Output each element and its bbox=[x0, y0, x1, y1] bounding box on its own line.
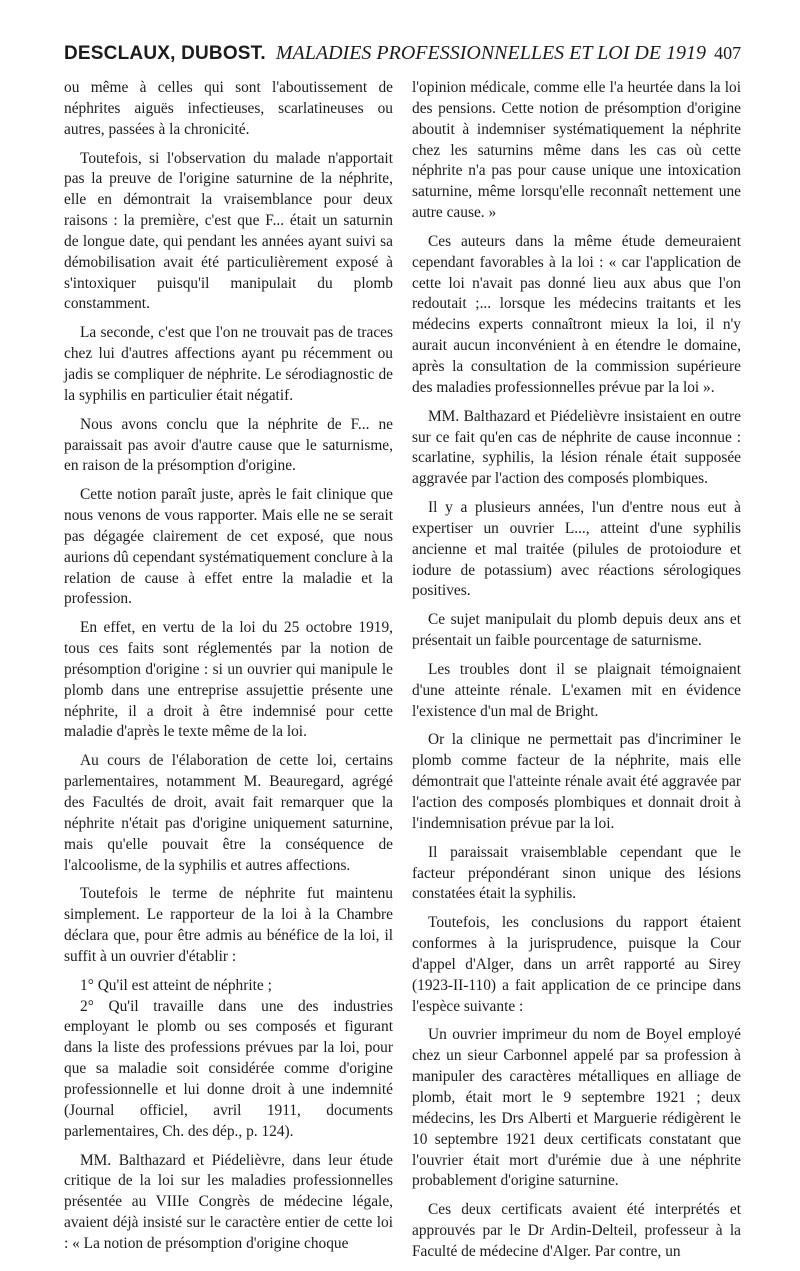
paragraph: Toutefois le terme de néphrite fut maintenu simplement. Le rapporteur de la loi à la Chambre déclara que, pour être admis au bénéfice de la loi, il suffit à un ouvrier d'établir : bbox=[64, 885, 393, 965]
paragraph: Nous avons conclu que la néphrite de F... ne paraissait pas avoir d'autre cause que le saturnisme, en raison de la présomption d'origine. bbox=[64, 415, 393, 475]
paragraph: Cette notion paraît juste, après le fait clinique que nous venons de vous rapporter. Mais elle ne se serait pas dégagée clairement de cet exposé, que nous aurions dû cependant systématiquement conclure à la relation de cause à effet entre la maladie et la profession. bbox=[64, 486, 393, 608]
page-number: 407 bbox=[714, 43, 742, 63]
paragraph: La seconde, c'est que l'on ne trouvait pas de traces chez lui d'autres affections ayant pu récemment ou jadis se compliquer de néphrite. Le sérodiagnostic de la syphilis en particulier était négatif. bbox=[64, 324, 393, 404]
paragraph: En effet, en vertu de la loi du 25 octobre 1919, tous ces faits sont réglementés par la notion de présomption d'origine : si un ouvrier qui manipule le plomb dans une entreprise assujettie présente une néphrite, il a droit à être indemnisé pour cette maladie d'après le texte même de la loi. bbox=[64, 619, 393, 741]
paragraph: MM. Balthazard et Piédelièvre, dans leur étude critique de la loi sur les maladies professionnelles présentée au VIIIe Congrès de médecine légale, avaient déjà insisté sur le caractère entier de cette loi : « La notion de présomption d'origine choque bbox=[64, 1151, 393, 1252]
paragraph: Ces auteurs dans la même étude demeuraient cependant favorables à la loi : « car l'application de cette loi n'avait pas donné lieu aux abus que l'on redoutait ;... lorsque les médecins traitants et les médecins experts connaîtront mieux la loi, il n'y aurait aucun inconvénient à en étendre le domaine, après la consultation de la commission supérieure des maladies professionnelles prévue par la loi ». bbox=[412, 232, 741, 396]
paragraph: Il y a plusieurs années, l'un d'entre nous eut à expertiser un ouvrier L..., atteint d'une syphilis ancienne et mal traitée (pilules de protoiodure et iodure de potassium) avec réactions sérologiques positives. bbox=[412, 499, 741, 600]
paragraph: Au cours de l'élaboration de cette loi, certains parlementaires, notamment M. Beauregard, agrégé des Facultés de droit, avait fait remarquer que la néphrite n'était pas d'origine uniquement saturnine, mais qu'elle pouvait être la conséquence de l'alcoolisme, de la syphilis et autres affections. bbox=[64, 752, 393, 874]
running-header bbox=[64, 42, 744, 72]
paragraph: Or la clinique ne permettait pas d'incriminer le plomb comme facteur de la néphrite, mais elle démontrait que l'atteinte rénale avait été aggravée par l'action des composés plombiques et donnait droit à l'indemnisation prévue par la loi. bbox=[412, 731, 741, 832]
left-column bbox=[64, 78, 393, 1263]
paragraph: Les troubles dont il se plaignait témoignaient d'une atteinte rénale. L'examen mit en évidence l'existence d'un mal de Bright. bbox=[412, 660, 741, 720]
header-title: MALADIES PROFESSIONNELLES ET LOI DE 1919 bbox=[275, 42, 707, 64]
right-column bbox=[412, 78, 741, 1271]
paragraph: Un ouvrier imprimeur du nom de Boyel employé chez un sieur Carbonnel appelé par sa profession à manipuler des caractères métalliques en alliage de plomb, était mort le 9 septembre 1921 ; deux médecins, les Drs Alberti et Marguerie rédigèrent le 10 septembre 1921 deux certificats constatant que l'ouvrier était mort d'urémie due à une néphrite probablement d'origine saturnine. bbox=[412, 1026, 741, 1190]
paragraph: Ce sujet manipulait du plomb depuis deux ans et présentait un faible pourcentage de saturnisme. bbox=[412, 611, 741, 650]
list-item: 1° Qu'il est atteint de néphrite ; bbox=[80, 976, 272, 994]
paragraph: Il paraissait vraisemblable cependant que le facteur prépondérant sinon unique des lésions constatées était la syphilis. bbox=[412, 843, 741, 903]
paragraph: Toutefois, les conclusions du rapport étaient conformes à la jurisprudence, puisque la Cour d'appel d'Alger, dans un arrêt rapporté au Sirey (1923-II-110) a fait application de ce principe dans l'espèce suivante : bbox=[412, 914, 741, 1015]
paragraph: Toutefois, si l'observation du malade n'apportait pas la preuve de l'origine saturnine de la néphrite, elle en démontrait la vraisemblance pour deux raisons : la première, c'est que F... était un saturnin de longue date, qui pendant les années ayant suivi sa démobilisation avait été particulièrement exposé à s'intoxiquer puisqu'il manipulait du plomb constamment. bbox=[64, 149, 393, 313]
paragraph: Ces deux certificats avaient été interprétés et approuvés par le Dr Ardin-Delteil, professeur à la Faculté de médecine d'Alger. Par contre, un bbox=[412, 1201, 741, 1260]
paragraph: ou même à celles qui sont l'aboutissement de néphrites aiguës infectieuses, scarlatineuses ou autres, passées à la chronicité. bbox=[64, 79, 393, 138]
list-item: 2° Qu'il travaille dans une des industries employant le plomb ou ses composés et figurant dans la liste des professions prévues par la loi, pour que sa maladie soit considérée comme d'origine professionnelle et lui donne droit à une indemnité (Journal officiel, avril 1911, documents parlementaires, Ch. des dép., p. 124). bbox=[64, 997, 393, 1140]
paragraph: l'opinion médicale, comme elle l'a heurtée dans la loi des pensions. Cette notion de présomption d'origine aboutit à indemniser systématiquement la néphrite chez les saturnins même dans les cas où cette néphrite n'a pas pour cause unique une intoxication saturnine, même lorsqu'elle reconnaît nettement une autre cause. » bbox=[412, 79, 741, 222]
paragraph: MM. Balthazard et Piédelièvre insistaient en outre sur ce fait qu'en cas de néphrite de cause inconnue : scarlatine, syphilis, la lésion rénale était supposée aggravée par l'action des composés plombiques. bbox=[412, 407, 741, 488]
header-authors: DESCLAUX, DUBOST. bbox=[64, 43, 266, 64]
